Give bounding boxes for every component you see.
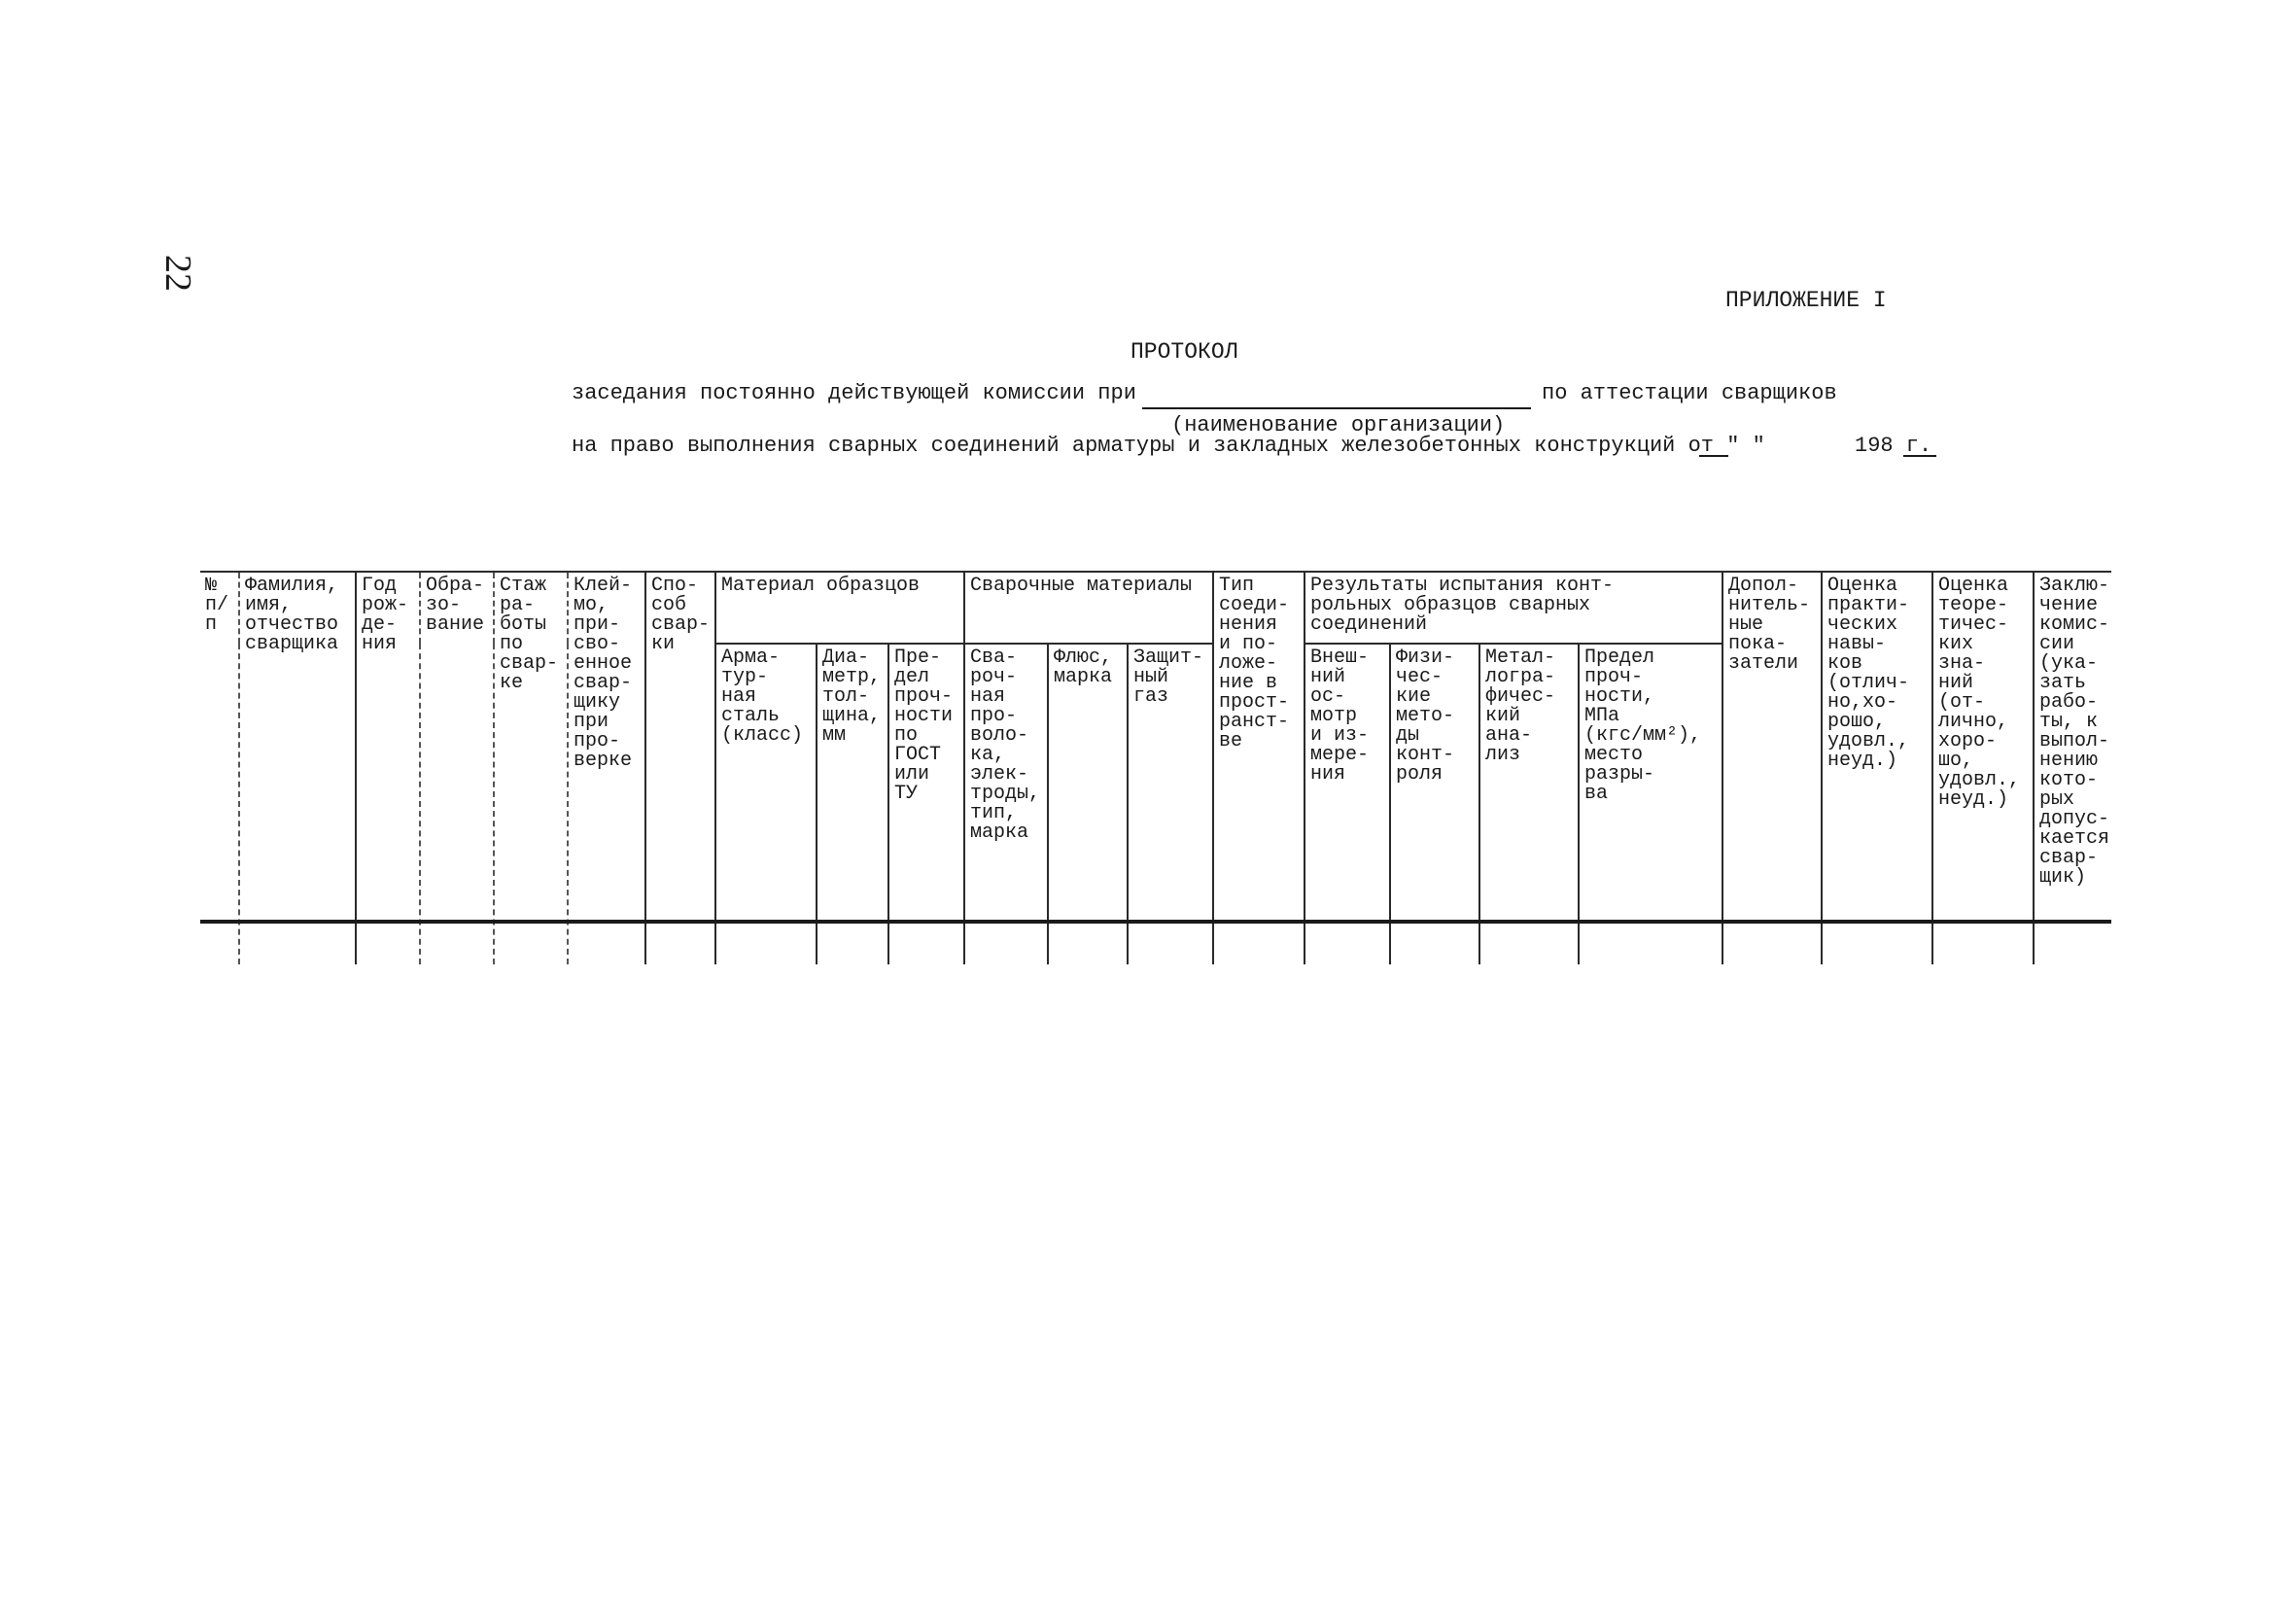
col-flux-label: Флюс, марка	[1054, 647, 1113, 688]
organization-placeholder: (наименование организации)	[1171, 413, 1506, 437]
intro-line-2: на право выполнения сварных соединений арматуры и закладных железобетонных конструкций от " "	[572, 434, 1765, 458]
col-stamp	[568, 572, 645, 964]
intro-line-1-end: по аттестации сварщиков	[1542, 381, 1837, 405]
col-strength-limit	[888, 644, 964, 964]
col-method-label: Спо- соб свар- ки	[651, 575, 711, 655]
col-physical-label: Физи- чес- кие мето- ды конт- роля	[1396, 647, 1455, 786]
col-fio-label: Фамилия, имя, отчество сварщика	[245, 575, 339, 655]
col-practical-label: Оценка практи- ческих навы- ков (отлич- но,хо- рошо, удовл., неуд.)	[1827, 575, 1910, 772]
col-tensile	[1579, 644, 1722, 964]
date-year-blank	[1903, 455, 1936, 457]
col-visual	[1305, 644, 1390, 964]
col-wire-label: Сва- роч- ная про- воло- ка, элек- троды, тип, марка	[970, 647, 1041, 844]
col-rebar	[715, 644, 817, 964]
document-title: ПРОТОКОЛ	[1131, 339, 1238, 365]
col-metallographic	[1479, 644, 1579, 964]
col-theoretical-label: Оценка теоре- тичес- ких зна- ний (от- лично, хоро- шо, удовл., неуд.)	[1938, 575, 2021, 811]
col-birth	[356, 572, 420, 964]
col-joint-type-label: Тип соеди- нения и по- ложе- ние в прост- ранст- ве	[1219, 575, 1290, 752]
col-diameter	[817, 644, 888, 964]
date-day-blank	[1699, 455, 1728, 457]
group-welding-label: Сварочные материалы	[970, 575, 1193, 597]
col-flux	[1048, 644, 1128, 964]
col-visual-label: Внеш- ний ос- мотр и из- мере- ния	[1310, 647, 1370, 786]
col-experience	[494, 572, 568, 964]
col-conclusion	[2034, 572, 2111, 964]
col-diameter-label: Диа- метр, тол- щина, мм	[822, 647, 882, 747]
group-results-label: Результаты испытания конт- рольных образцов сварных соединений	[1310, 575, 1615, 636]
intro-line-1: заседания постоянно действующей комиссии при	[572, 381, 1136, 405]
intro-year: 198 г.	[1855, 434, 1932, 458]
col-fio	[239, 572, 356, 964]
col-tensile-label: Предел проч- ности, МПа (кгс/мм²), место разры- ва	[1584, 647, 1702, 805]
col-theoretical	[1932, 572, 2034, 964]
group-material	[715, 572, 964, 644]
organization-blank-line	[1142, 407, 1531, 409]
col-practical	[1822, 572, 1932, 964]
page-number: 22	[157, 255, 198, 292]
group-material-label: Материал образцов	[721, 575, 921, 597]
col-education-label: Обра- зо- вание	[426, 575, 485, 636]
group-welding	[964, 572, 1213, 644]
table-bottom-rule	[200, 920, 2111, 924]
col-gas-label: Защит- ный газ	[1133, 647, 1204, 708]
col-gas	[1128, 644, 1213, 964]
protocol-table	[200, 571, 2111, 964]
col-method	[645, 572, 715, 964]
col-num-label: № п/п	[205, 575, 229, 636]
group-results	[1305, 572, 1722, 644]
col-birth-label: Год рож- де- ния	[362, 575, 409, 655]
col-stamp-label: Клей- мо, при- сво- енное свар- щику при про- верке	[574, 575, 633, 772]
col-wire	[964, 644, 1048, 964]
col-metallographic-label: Метал- логра- фичес- кий ана- лиз	[1485, 647, 1556, 766]
col-rebar-label: Арма- тур- ная сталь (класс)	[721, 647, 804, 747]
appendix-label: ПРИЛОЖЕНИЕ I	[1725, 288, 1887, 313]
col-conclusion-label: Заклю- чение комис- сии (ука- зать рабо- ты, к выпол- нению кото- рых допус- кается свар- щик)	[2039, 575, 2110, 889]
col-additional-label: Допол- нитель- ные пока- затели	[1728, 575, 1811, 675]
col-num	[200, 572, 239, 964]
col-strength-limit-label: Пре- дел проч- ности по ГОСТ или ТУ	[894, 647, 954, 805]
col-experience-label: Стаж ра- боты по свар- ке	[500, 575, 559, 694]
col-physical	[1390, 644, 1479, 964]
col-additional	[1722, 572, 1822, 964]
col-education	[420, 572, 494, 964]
col-joint-type	[1213, 572, 1305, 964]
